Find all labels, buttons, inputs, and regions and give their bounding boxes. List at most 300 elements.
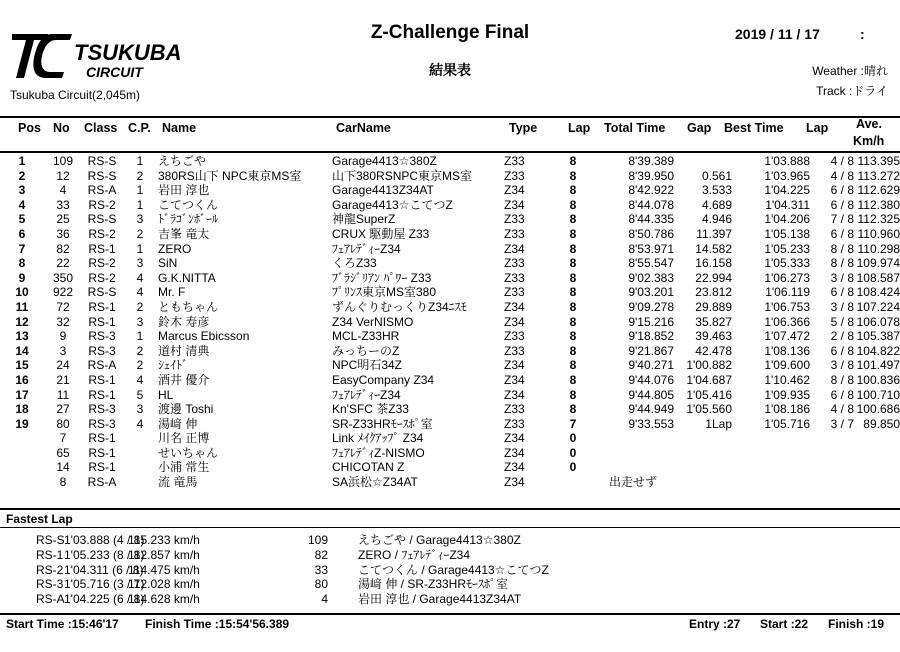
result-cell-pos: 18 [15, 402, 29, 417]
fastest-lap-rule [0, 527, 900, 528]
result-cell-best: 1'10.462 [764, 372, 810, 387]
result-cell-car: ﾌｪｱﾚﾃﾞｨZ-NISMO [332, 445, 425, 460]
result-cell-class: RS-1 [88, 314, 116, 329]
result-cell-gap [674, 460, 732, 475]
result-cell-car: Link ﾒｲｸｱｯﾌﾟ Z34 [332, 431, 424, 446]
result-cell-blap: 6 / 8 [830, 197, 854, 212]
logo-text-circuit: CIRCUIT [86, 64, 143, 80]
result-cell-gap: 11.397 [696, 226, 732, 241]
result-cell-blap: 7 / 8 [830, 212, 854, 227]
result-cell-pos: 8 [18, 256, 26, 271]
result-cell-no: 922 [52, 285, 74, 300]
result-row [0, 285, 900, 300]
fastest-lap-cell-class: RS-2 [36, 562, 64, 577]
result-cell-best [732, 475, 810, 490]
result-cell-car: ﾌﾟﾘﾝｽ東京MS室380 [332, 285, 437, 300]
col-ave-1: Ave. [856, 117, 882, 131]
result-cell-name: 流 竜馬 [158, 475, 198, 490]
result-cell-total [592, 460, 674, 475]
event-date: 2019 / 11 / 17 [735, 26, 820, 42]
fastest-lap-cell-time: 1'04.311 (6 / 8) [64, 562, 144, 577]
result-cell-total [592, 446, 674, 461]
page-subtitle: 結果表 [429, 62, 471, 78]
result-cell-total: 8'39.389 [628, 154, 674, 168]
result-cell-class: RS-1 [88, 460, 116, 475]
result-cell-type: Z34 [504, 475, 525, 490]
result-cell-pos [0, 446, 44, 461]
footer-rule [0, 613, 900, 615]
result-cell-car: SA浜松☆Z34AT [332, 475, 418, 490]
col-type: Type [509, 121, 538, 135]
result-cell-cp [122, 431, 158, 446]
track-info: Track :ドライ [816, 84, 888, 98]
result-cell-cp: 4 [136, 285, 144, 300]
result-cell-class: RS-S [87, 154, 117, 168]
result-cell-gap: 42.478 [695, 343, 732, 358]
result-cell-car: Garage4413Z34AT [332, 183, 434, 198]
result-cell-gap: 1Lap [705, 416, 732, 431]
result-cell-no: 33 [56, 197, 70, 212]
result-row [0, 227, 900, 242]
result-cell-ave: 112.380 [857, 197, 900, 212]
result-cell-gap: 0.561 [701, 168, 732, 183]
fastest-lap-title: Fastest Lap [6, 512, 73, 526]
result-row [0, 475, 900, 490]
result-cell-name: ZERO [158, 241, 192, 256]
fastest-lap-row [0, 563, 620, 578]
result-cell-no: 24 [56, 358, 70, 373]
result-cell-blap: 4 / 8 [830, 154, 854, 168]
result-cell-gap: 14.582 [695, 241, 732, 256]
result-cell-no: 27 [56, 402, 70, 417]
result-cell-best: 1'04.206 [764, 212, 810, 227]
result-cell-best: 1'05.138 [764, 226, 810, 241]
result-cell-total [592, 431, 674, 446]
col-class: Class [84, 121, 118, 135]
col-total-time: Total Time [604, 121, 666, 135]
result-cell-blap: 6 / 8 [830, 343, 854, 358]
result-row [0, 373, 900, 388]
result-cell-total: 8'44.078 [628, 197, 674, 212]
result-cell-pos: 19 [15, 416, 29, 431]
result-cell-lap: 8 [569, 197, 577, 212]
result-cell-gap: 4.689 [701, 197, 732, 212]
result-cell-ave: 109.974 [856, 256, 900, 271]
result-cell-type: Z34 [504, 197, 525, 212]
result-cell-gap: 1'00.882 [686, 358, 732, 373]
result-row [0, 169, 900, 184]
result-row [0, 446, 900, 461]
result-cell-best: 1'09.600 [764, 358, 810, 373]
result-cell-ave: 100.686 [856, 402, 900, 417]
result-cell-ave: 104.822 [856, 343, 900, 358]
result-cell-cp: 4 [136, 270, 144, 285]
result-cell-lap: 8 [569, 299, 577, 314]
result-cell-gap [674, 475, 732, 490]
result-cell-blap: 3 / 8 [830, 299, 854, 314]
result-cell-ave [854, 475, 900, 490]
fastest-lap-table [0, 533, 620, 607]
result-cell-ave: 112.325 [857, 212, 900, 227]
result-cell-no: 7 [59, 431, 67, 446]
result-cell-lap: 8 [569, 183, 577, 198]
result-cell-ave: 106.078 [856, 314, 900, 329]
fastest-lap-spacer [328, 577, 356, 592]
result-cell-blap [810, 475, 854, 490]
result-cell-cp: 3 [136, 402, 144, 417]
result-row [0, 388, 900, 403]
result-cell-type: Z33 [504, 168, 525, 183]
result-cell-lap: 8 [569, 314, 577, 329]
result-cell-cp: 2 [136, 358, 144, 373]
result-cell-best: 1'05.333 [764, 256, 810, 271]
result-cell-gap [674, 154, 732, 169]
result-cell-class: RS-1 [88, 431, 116, 446]
result-cell-class: RS-2 [88, 270, 116, 285]
result-cell-total: 9'15.216 [628, 314, 674, 329]
result-cell-total: 9'44.805 [628, 387, 674, 402]
result-cell-lap: 8 [569, 256, 577, 271]
result-cell-blap: 3 / 8 [830, 270, 854, 285]
fastest-lap-cell-class: RS-3 [36, 577, 64, 592]
result-row [0, 329, 900, 344]
result-cell-gap: 1'05.560 [686, 402, 732, 417]
result-cell-pos: 4 [18, 197, 26, 212]
result-cell-ave: 112.629 [857, 183, 900, 198]
result-cell-best [732, 431, 810, 446]
result-cell-cp [122, 446, 158, 461]
result-cell-cp: 4 [136, 416, 144, 431]
result-cell-best: 1'05.233 [764, 241, 810, 256]
result-cell-no: 350 [52, 270, 74, 285]
result-cell-name: 小浦 常生 [158, 460, 210, 475]
finish-count: Finish :19 [828, 617, 885, 631]
col-best-lap: Lap [806, 121, 829, 135]
result-cell-ave: 105.387 [856, 329, 900, 344]
header-top-rule [0, 116, 900, 118]
result-row [0, 154, 900, 169]
result-cell-name: ｼｪｲﾄﾞ [158, 358, 189, 373]
result-cell-total: 9'18.852 [628, 329, 674, 344]
result-cell-class: RS-A [87, 183, 117, 198]
result-cell-best [732, 446, 810, 461]
fastest-lap-row [0, 577, 620, 592]
result-cell-class: RS-1 [88, 299, 116, 314]
fastest-lap-cell-time: 1'03.888 (4 / 8) [64, 533, 145, 547]
result-cell-cp: 1 [136, 154, 144, 168]
header-bottom-rule [0, 151, 900, 153]
result-cell-car: Kn'SFC 茶Z33 [332, 402, 409, 417]
fastest-lap-row [0, 592, 620, 607]
result-cell-type: Z33 [504, 270, 525, 285]
result-cell-class: RS-3 [88, 329, 116, 344]
result-cell-lap: 8 [569, 402, 577, 417]
result-cell-no: 65 [56, 445, 70, 460]
result-cell-total: 9'02.383 [628, 270, 674, 285]
result-cell-pos: 13 [15, 329, 29, 344]
result-cell-class: RS-1 [88, 372, 116, 387]
result-cell-lap [554, 475, 592, 490]
result-row [0, 271, 900, 286]
fastest-lap-spacer [328, 592, 356, 607]
result-cell-pos [0, 460, 44, 475]
result-cell-ave: 108.587 [856, 270, 900, 285]
result-cell-car: Garage4413☆380Z [332, 154, 437, 168]
result-cell-pos: 9 [18, 270, 26, 285]
result-cell-name: こてつくん [158, 197, 219, 212]
fastest-lap-cell-time: 1'04.225 (6 / 8) [64, 592, 145, 607]
result-cell-no: 8 [59, 475, 67, 490]
result-cell-type: Z33 [504, 256, 525, 271]
result-cell-blap [810, 431, 854, 446]
fastest-lap-cell-no: 4 [321, 592, 328, 607]
result-cell-car: MCL-Z33HR [332, 329, 400, 344]
result-cell-best: 1'03.965 [764, 168, 810, 183]
result-cell-class: RS-2 [88, 197, 116, 212]
result-cell-pos [0, 431, 44, 446]
fastest-lap-cell-no: 109 [307, 533, 328, 547]
results-bottom-rule [0, 508, 900, 510]
result-cell-type: Z34 [504, 431, 525, 446]
fastest-lap-cell-no: 82 [314, 547, 328, 562]
result-cell-cp: 3 [136, 314, 144, 329]
result-cell-pos: 15 [15, 358, 29, 373]
time-colon: : [860, 26, 865, 42]
result-cell-ave: 108.424 [856, 285, 900, 300]
result-cell-gap: 22.994 [695, 270, 732, 285]
result-cell-ave: 113.395 [857, 154, 900, 168]
col-ave-2: Km/h [853, 134, 885, 148]
result-cell-lap: 0 [569, 460, 577, 475]
result-cell-blap: 4 / 8 [830, 168, 854, 183]
result-cell-class: RS-3 [88, 416, 116, 431]
result-cell-cp: 3 [136, 212, 144, 227]
result-cell-no: 80 [56, 416, 70, 431]
result-row [0, 242, 900, 257]
fastest-lap-cell-speed: 112.857 km/h [128, 547, 200, 562]
result-cell-pos: 17 [15, 387, 29, 402]
result-cell-ave: 110.298 [857, 241, 900, 256]
result-cell-lap: 7 [569, 416, 577, 431]
result-cell-blap [810, 446, 854, 461]
result-cell-no: 3 [59, 343, 67, 358]
result-cell-class: RS-2 [88, 256, 116, 271]
result-row [0, 315, 900, 330]
result-cell-class: RS-3 [88, 343, 116, 358]
result-row [0, 344, 900, 359]
result-cell-name: 渡邊 Toshi [158, 402, 214, 417]
fastest-lap-row [0, 533, 620, 548]
fastest-lap-spacer [328, 548, 356, 563]
result-cell-gap: 35.827 [695, 314, 732, 329]
result-cell-pos: 5 [18, 212, 26, 227]
result-cell-car: SR-Z33HRﾓｰｽﾎﾟ室 [332, 416, 433, 431]
fastest-lap-cell-who: 湯﨑 伸 / SR-Z33HRﾓｰｽﾎﾟ室 [358, 577, 509, 592]
result-cell-class: RS-1 [88, 445, 116, 460]
result-cell-blap: 5 / 8 [830, 314, 854, 329]
result-cell-car: 山下380RSNPC東京MS室 [332, 168, 473, 183]
col-name: Name [162, 121, 197, 135]
col-best-time: Best Time [724, 121, 784, 135]
result-cell-no: 109 [52, 154, 74, 168]
result-cell-pos: 10 [15, 285, 29, 300]
result-cell-car: みっちーのZ [332, 343, 400, 358]
result-cell-blap: 6 / 8 [830, 285, 854, 300]
result-cell-ave: 110.960 [857, 226, 900, 241]
result-cell-best: 1'06.273 [764, 270, 810, 285]
result-cell-no: 12 [56, 168, 70, 183]
result-row [0, 460, 900, 475]
result-cell-lap: 8 [569, 387, 577, 402]
result-cell-total: 8'42.922 [628, 183, 674, 198]
result-cell-lap: 8 [569, 329, 577, 344]
result-cell-lap: 8 [569, 154, 577, 168]
fastest-lap-cell-no: 33 [314, 562, 328, 577]
result-cell-ave: 113.272 [857, 168, 900, 183]
result-cell-total: 8'39.950 [628, 168, 674, 183]
result-cell-ave: 101.497 [856, 358, 900, 373]
fastest-lap-cell-time: 1'05.716 (3 / 7) [64, 577, 145, 592]
result-cell-total: 9'33.553 [628, 416, 674, 431]
result-cell-ave [854, 460, 900, 475]
result-cell-cp: 4 [136, 372, 144, 387]
result-cell-no: 32 [56, 314, 70, 329]
result-cell-cp: 1 [136, 183, 144, 198]
result-cell-gap: 29.889 [695, 299, 732, 314]
result-cell-cp: 2 [136, 299, 144, 314]
result-cell-lap: 0 [569, 445, 577, 460]
fastest-lap-cell-who: 岩田 淳也 / Garage4413Z34AT [358, 592, 522, 607]
result-cell-type: Z34 [504, 241, 525, 256]
result-cell-total: 9'40.271 [628, 358, 674, 373]
result-cell-gap [674, 446, 732, 461]
result-cell-class: RS-A [87, 358, 117, 373]
result-cell-blap: 8 / 8 [830, 372, 854, 387]
result-cell-lap: 8 [569, 285, 577, 300]
result-cell-type: Z34 [504, 299, 525, 314]
result-cell-best: 1'06.119 [765, 285, 810, 300]
results-body [0, 154, 900, 490]
result-cell-ave [854, 431, 900, 446]
result-cell-pos: 7 [18, 241, 26, 256]
result-cell-best: 1'03.888 [764, 154, 810, 168]
result-cell-class: RS-3 [88, 402, 116, 417]
result-cell-best: 1'08.136 [764, 343, 810, 358]
result-cell-total: 9'09.278 [628, 299, 674, 314]
result-cell-class: RS-S [87, 285, 117, 300]
result-cell-no: 36 [56, 226, 70, 241]
result-cell-best: 1'05.716 [764, 416, 810, 431]
result-cell-cp: 1 [136, 241, 144, 256]
result-cell-total: 9'03.201 [628, 285, 674, 300]
result-cell-total: 9'44.076 [628, 372, 674, 387]
result-cell-gap: 1'05.416 [686, 387, 732, 402]
fastest-lap-cell-class: RS-1 [36, 547, 64, 562]
result-cell-car: NPC明石34Z [332, 358, 403, 373]
result-cell-best: 1'06.753 [764, 299, 810, 314]
result-cell-total: 出走せず [608, 475, 657, 490]
result-cell-name: 380RS山下 NPC東京MS室 [158, 168, 302, 183]
fastest-lap-cell-time: 1'05.233 (8 / 8) [64, 547, 145, 562]
result-cell-class: RS-2 [88, 226, 116, 241]
result-cell-type: Z33 [504, 416, 525, 431]
result-cell-type: Z33 [504, 154, 525, 168]
result-cell-class: RS-S [87, 212, 117, 227]
result-cell-gap: 39.463 [695, 329, 732, 344]
fastest-lap-cell-speed: 112.028 km/h [128, 577, 200, 592]
logo-text-tsukuba: TSUKUBA [74, 40, 182, 65]
result-cell-name: 酒井 優介 [158, 372, 210, 387]
page-title: Z-Challenge Final [370, 22, 530, 43]
result-cell-cp: 1 [136, 197, 144, 212]
fastest-lap-body [0, 533, 620, 607]
fastest-lap-cell-no: 80 [314, 577, 328, 592]
result-cell-cp: 2 [136, 168, 144, 183]
result-cell-best: 1'06.366 [764, 314, 810, 329]
result-cell-name: G.K.NITTA [158, 270, 216, 285]
result-cell-name: 川名 正博 [158, 431, 210, 446]
fastest-lap-cell-class: RS-A [36, 592, 65, 607]
result-cell-pos: 2 [18, 168, 26, 183]
result-cell-lap: 8 [569, 241, 577, 256]
result-row [0, 183, 900, 198]
fastest-lap-cell-who: こてつくん / Garage4413☆こてつZ [358, 562, 549, 577]
result-cell-no: 82 [56, 241, 70, 256]
result-cell-cp: 2 [136, 226, 144, 241]
result-cell-lap: 8 [569, 358, 577, 373]
result-cell-best: 1'04.311 [765, 197, 810, 212]
result-cell-blap: 3 / 7 [830, 416, 854, 431]
result-cell-car: 神龍SuperZ [332, 212, 396, 227]
result-cell-cp: 2 [136, 343, 144, 358]
result-cell-best: 1'04.225 [764, 183, 810, 198]
result-cell-type: Z34 [504, 314, 525, 329]
fastest-lap-cell-class: RS-S [36, 533, 65, 547]
result-cell-no: 25 [56, 212, 70, 227]
result-cell-car: EasyCompany Z34 [332, 372, 435, 387]
result-cell-blap: 2 / 8 [830, 329, 854, 344]
result-cell-type: Z34 [504, 183, 525, 198]
col-lap: Lap [568, 121, 591, 135]
result-cell-pos: 16 [15, 372, 29, 387]
result-cell-cp: 3 [136, 256, 144, 271]
result-cell-name: Mr. F [158, 285, 186, 300]
result-cell-no: 22 [56, 256, 70, 271]
result-cell-lap: 8 [569, 343, 577, 358]
result-cell-blap: 3 / 8 [830, 358, 854, 373]
result-cell-type: Z33 [504, 285, 525, 300]
result-cell-lap: 8 [569, 372, 577, 387]
result-cell-type: Z33 [504, 226, 525, 241]
result-cell-pos: 3 [18, 183, 26, 198]
result-cell-blap: 6 / 8 [830, 387, 854, 402]
result-cell-name: 湯﨑 伸 [158, 416, 198, 431]
result-cell-gap: 3.533 [701, 183, 732, 198]
result-row [0, 212, 900, 227]
fastest-lap-row [0, 548, 620, 563]
result-cell-car: CRUX 駆動屋 Z33 [332, 226, 430, 241]
fastest-lap-cell-speed: 115.233 km/h [128, 533, 200, 547]
circuit-name: Tsukuba Circuit(2,045m) [10, 88, 141, 102]
result-cell-total: 9'21.867 [628, 343, 674, 358]
result-cell-pos: 11 [15, 299, 29, 314]
result-cell-car: ﾌｪｱﾚﾃﾞｨｰZ34 [332, 241, 401, 256]
result-cell-no: 72 [56, 299, 70, 314]
result-cell-blap [810, 460, 854, 475]
result-cell-name: せいちゃん [158, 445, 219, 460]
result-cell-gap: 16.158 [695, 256, 732, 271]
result-cell-no: 21 [56, 372, 70, 387]
